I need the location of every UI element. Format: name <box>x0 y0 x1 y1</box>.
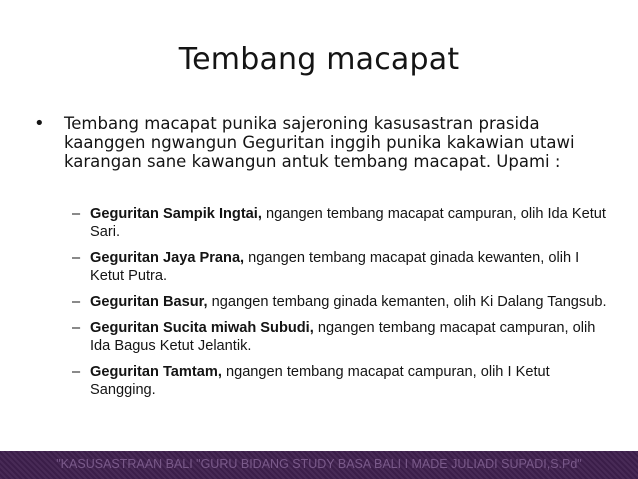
footer-bar <box>0 451 638 479</box>
sub-bullet-text: ngangen tembang macapat campuran, olih Ida Bagus Ketut Jelantik. <box>90 320 596 354</box>
sub-bullet-bold: Geguritan Jaya Prana, <box>90 250 245 266</box>
sub-bullet-item <box>72 205 612 241</box>
dash-icon: – <box>72 294 81 310</box>
sub-bullet-text: ngangen tembang macapat campuran, olih Ida Ketut Sari. <box>90 206 606 240</box>
sub-bullet-item <box>72 293 612 311</box>
sub-bullet-bold: Geguritan Sampik Ingtai, <box>90 206 262 222</box>
sub-bullet-bold: Geguritan Tamtam, <box>90 364 222 380</box>
sub-bullet-bold: Geguritan Sucita miwah Subudi, <box>90 320 314 336</box>
main-bullet-text: Tembang macapat punika sajeroning kasusastran prasida kaanggen ngwangun Geguritan inggih punika kakawian utawi karangan sane kawangun antuk tembang macapat. Upami : <box>64 114 575 171</box>
dash-icon: – <box>72 250 81 266</box>
dash-icon: – <box>72 364 81 380</box>
dash-icon: – <box>72 320 81 336</box>
dash-icon: – <box>72 206 81 222</box>
sub-bullet-text: ngangen tembang macapat ginada kewanten, olih I Ketut Putra. <box>90 250 580 284</box>
sub-bullet-item <box>72 249 612 285</box>
slide-title: Tembang macapat <box>178 42 460 77</box>
main-bullet <box>34 114 614 171</box>
sub-bullet-bold: Geguritan Basur, <box>90 294 208 310</box>
sub-bullet-item <box>72 319 612 355</box>
sub-bullet-list <box>72 205 612 407</box>
footer-text: "KASUSASTRAAN BALI "GURU BIDANG STUDY BASA BALI I MADE JULIADI SUPADI,S.Pd" <box>56 457 582 471</box>
bullet-icon: • <box>34 113 45 134</box>
sub-bullet-text: ngangen tembang ginada kemanten, olih Ki Dalang Tangsub. <box>207 294 607 310</box>
sub-bullet-item <box>72 363 612 399</box>
sub-bullet-text: ngangen tembang macapat campuran, olih I Ketut Sangging. <box>90 364 550 398</box>
